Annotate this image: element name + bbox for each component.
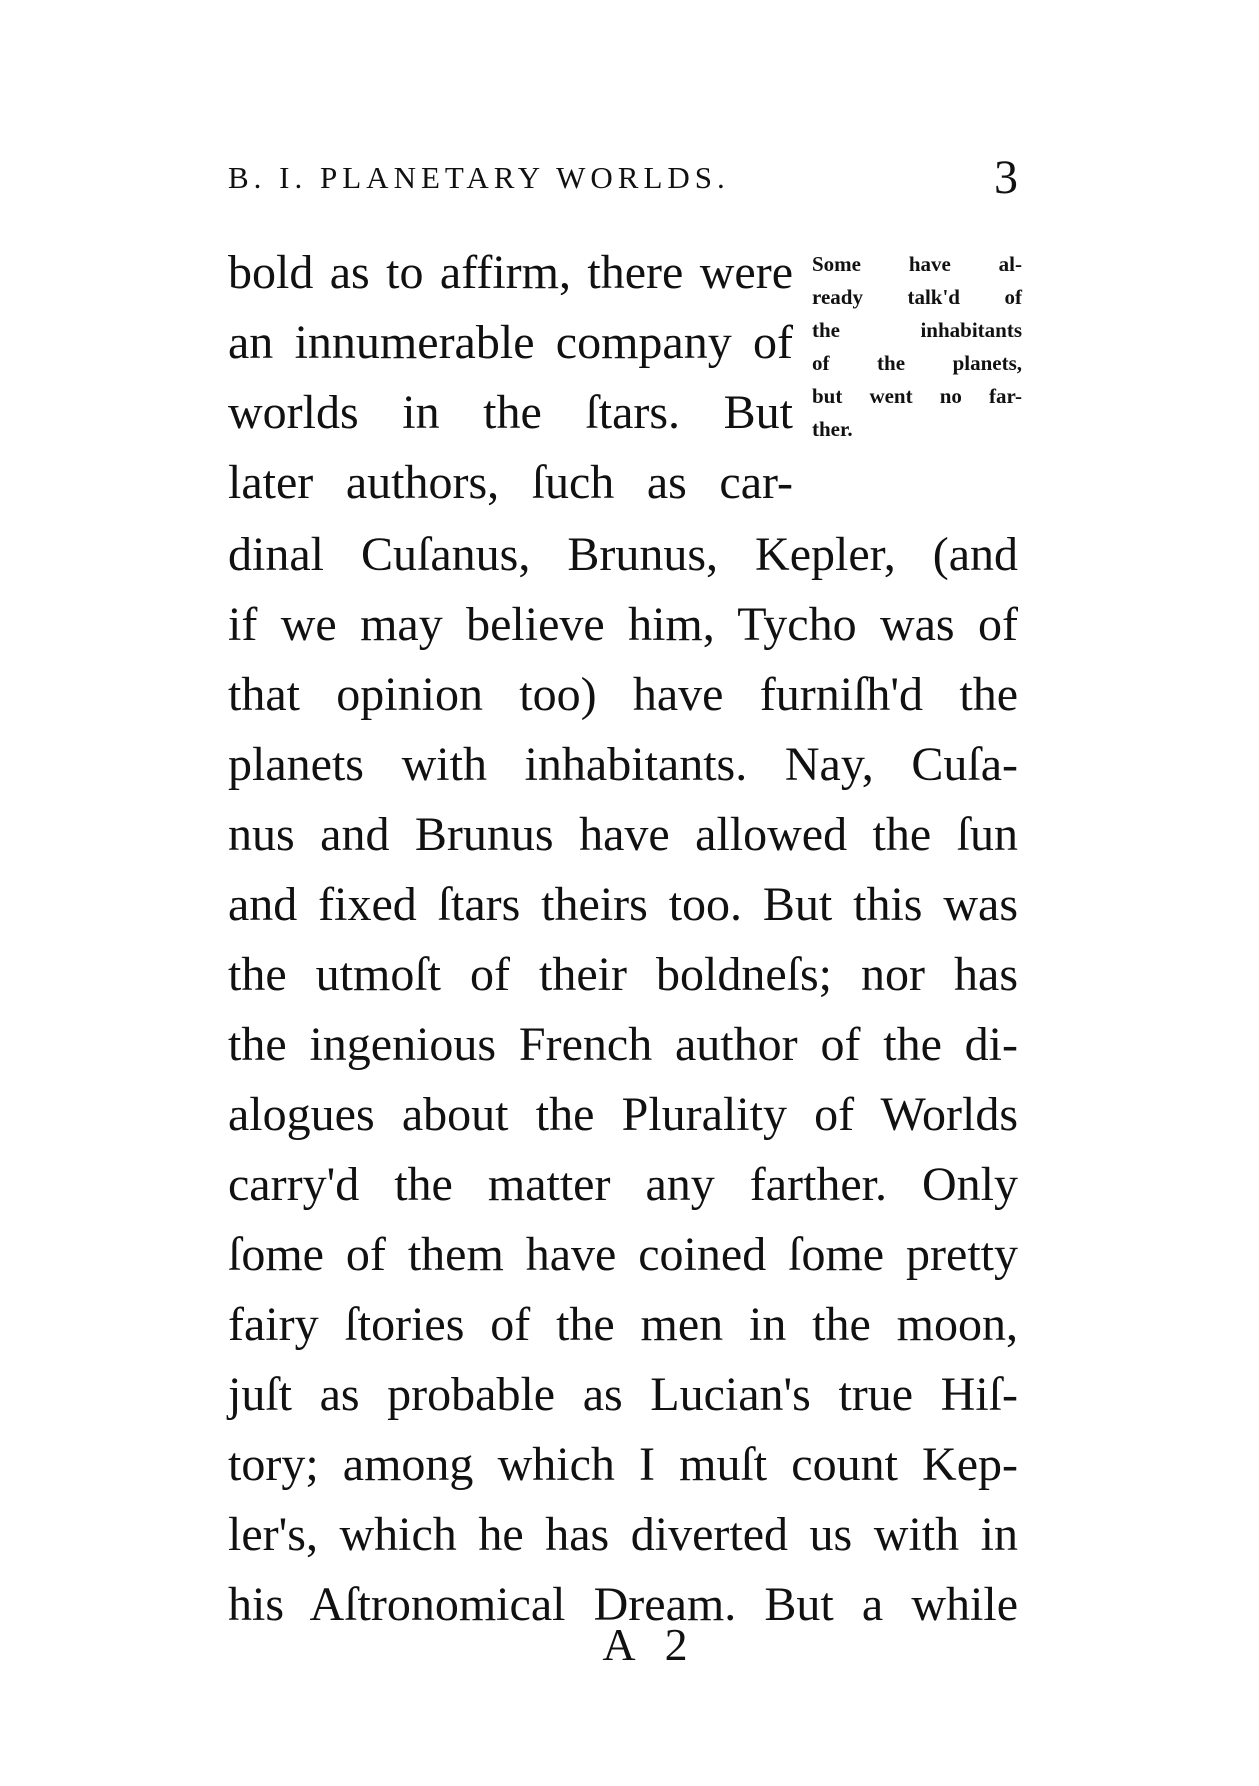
- margin-note-line: Some have al-: [812, 252, 1022, 276]
- page-number: 3: [994, 151, 1018, 204]
- body-line: carry'd the matter any farther. Only: [228, 1158, 1018, 1211]
- body-line: later authors, ſuch as car-: [228, 456, 793, 509]
- body-line: the ingenious French author of the di-: [228, 1018, 1018, 1071]
- body-line: alogues about the Plurality of Worlds: [228, 1088, 1018, 1141]
- running-title: B. I. PLANETARY WORLDS.: [228, 160, 730, 195]
- body-line: his Aſtronomical Dream. But a while: [228, 1578, 1018, 1631]
- body-line: an innumerable company of: [228, 316, 793, 369]
- body-line: tory; among which I muſt count Kep-: [228, 1438, 1018, 1491]
- margin-note-line: of the planets,: [812, 351, 1022, 375]
- body-line: and fixed ſtars theirs too. But this was: [228, 878, 1018, 931]
- margin-note: [812, 248, 1022, 446]
- body-line: dinal Cuſanus, Brunus, Kepler, (and: [228, 528, 1018, 581]
- body-line: fairy ſtories of the men in the moon,: [228, 1298, 1018, 1351]
- body-line: ler's, which he has diverted us with in: [228, 1508, 1018, 1561]
- body-line: juſt as probable as Lucian's true Hiſ-: [228, 1368, 1018, 1421]
- body-line: planets with inhabitants. Nay, Cuſa-: [228, 738, 1018, 791]
- body-line: bold as to affirm, there were: [228, 246, 793, 299]
- body-line: the utmoſt of their boldneſs; nor has: [228, 948, 1018, 1001]
- body-line: nus and Brunus have allowed the ſun: [228, 808, 1018, 861]
- margin-note-line: ther.: [812, 417, 853, 441]
- running-head: [228, 150, 1018, 220]
- body-line: worlds in the ſtars. But: [228, 386, 793, 439]
- margin-note-line: but went no far-: [812, 384, 1022, 408]
- body-line: that opinion too) have furniſh'd the: [228, 668, 1018, 721]
- body-line: ſome of them have coined ſome pretty: [228, 1228, 1018, 1281]
- margin-note-line: the inhabitants: [812, 318, 1022, 342]
- signature-mark: A 2: [602, 1619, 698, 1670]
- margin-note-line: ready talk'd of: [812, 285, 1022, 309]
- body-line: if we may believe him, Tycho was of: [228, 598, 1018, 651]
